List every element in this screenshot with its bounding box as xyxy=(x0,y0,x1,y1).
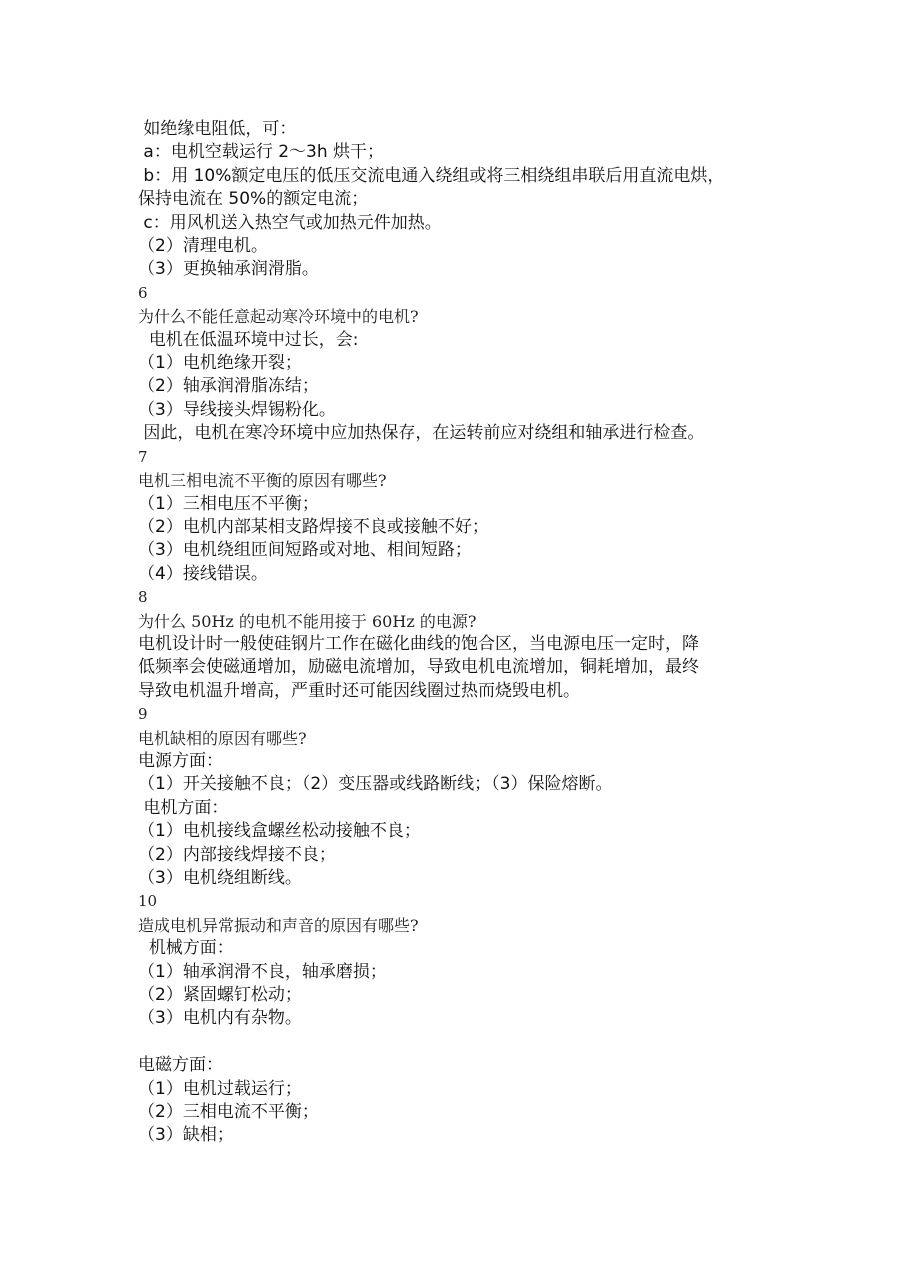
list-item: （3）电机内有杂物。 xyxy=(138,1008,302,1029)
question-number: 7 xyxy=(138,447,148,466)
method-b-line1: b：用 10%额定电压的低压交流电通入绕组或将三相绕组串联后用直流电烘， xyxy=(138,165,725,186)
answer-paragraph-line: 电机设计时一般使硅钢片工作在磁化曲线的饱合区，当电源电压一定时，降 xyxy=(138,633,699,654)
subsection-heading: 机械方面： xyxy=(138,938,234,959)
list-item: （2）紧固螺钉松动； xyxy=(138,985,302,1006)
question-title: 为什么不能任意起动寒冷环境中的电机? xyxy=(138,307,419,327)
list-item: （1）三相电压不平衡； xyxy=(138,493,319,514)
subsection-heading: 电源方面： xyxy=(138,750,223,771)
question-title: 为什么 50Hz 的电机不能用接于 60Hz 的电源? xyxy=(138,611,477,631)
question-number: 8 xyxy=(138,588,148,607)
list-item: （2）内部接线焊接不良； xyxy=(138,844,336,865)
method-c: c：用风机送入热空气或加热元件加热。 xyxy=(138,212,442,233)
list-item: （1）电机接线盒螺丝松动接触不良； xyxy=(138,821,421,842)
list-item: （1）轴承润滑不良，轴承磨损； xyxy=(138,961,387,982)
answer-paragraph-line: 低频率会使磁通增加，励磁电流增加，导致电机电流增加，铜耗增加，最终 xyxy=(138,657,699,678)
list-item: （3）电机绕组断线。 xyxy=(138,868,302,888)
list-item: （1）电机过载运行； xyxy=(138,1078,302,1099)
method-a: a：电机空载运行 2～3h 烘干； xyxy=(138,142,385,163)
list-item: （2）清理电机。 xyxy=(138,236,268,257)
list-item: （3）电机绕组匝间短路或对地、相间短路； xyxy=(138,540,472,561)
insulation-intro: 如绝缘电阻低，可： xyxy=(138,119,297,139)
list-item: （3）缺相； xyxy=(138,1125,234,1146)
question-number: 6 xyxy=(138,283,148,302)
blank-line xyxy=(138,1031,798,1054)
list-item: （1）开关接触不良；（2）变压器或线路断线；（3）保险熔断。 xyxy=(138,774,613,795)
answer-paragraph-line: 导致电机温升增高，严重时还可能因线圈过热而烧毁电机。 xyxy=(138,680,580,701)
question-title: 电机三相电流不平衡的原因有哪些? xyxy=(138,471,387,491)
method-b-line2: 保持电流在 50%的额定电流； xyxy=(138,189,369,210)
question-number: 9 xyxy=(138,705,148,724)
answer-intro: 电机在低温环境中过长，会: xyxy=(138,329,359,350)
subsection-heading: 电磁方面： xyxy=(138,1055,223,1076)
list-item: （3）更换轴承润滑脂。 xyxy=(138,259,319,280)
list-item: （2）轴承润滑脂冻结； xyxy=(138,376,319,397)
list-item: （1）电机绝缘开裂； xyxy=(138,353,302,374)
answer-conclusion: 因此，电机在寒冷环境中应加热保存，在运转前应对绕组和轴承进行检查。 xyxy=(138,423,705,444)
question-title: 造成电机异常振动和声音的原因有哪些? xyxy=(138,915,419,935)
document-body xyxy=(138,118,798,1148)
question-number: 10 xyxy=(138,892,158,911)
subsection-heading: 电机方面： xyxy=(138,797,229,818)
list-item: （4）接线错误。 xyxy=(138,563,268,584)
list-item: （2）电机内部某相支路焊接不良或接触不好； xyxy=(138,516,489,537)
question-title: 电机缺相的原因有哪些? xyxy=(138,728,307,748)
list-item: （3）导线接头焊锡粉化。 xyxy=(138,399,336,420)
list-item: （2）三相电流不平衡； xyxy=(138,1102,319,1123)
